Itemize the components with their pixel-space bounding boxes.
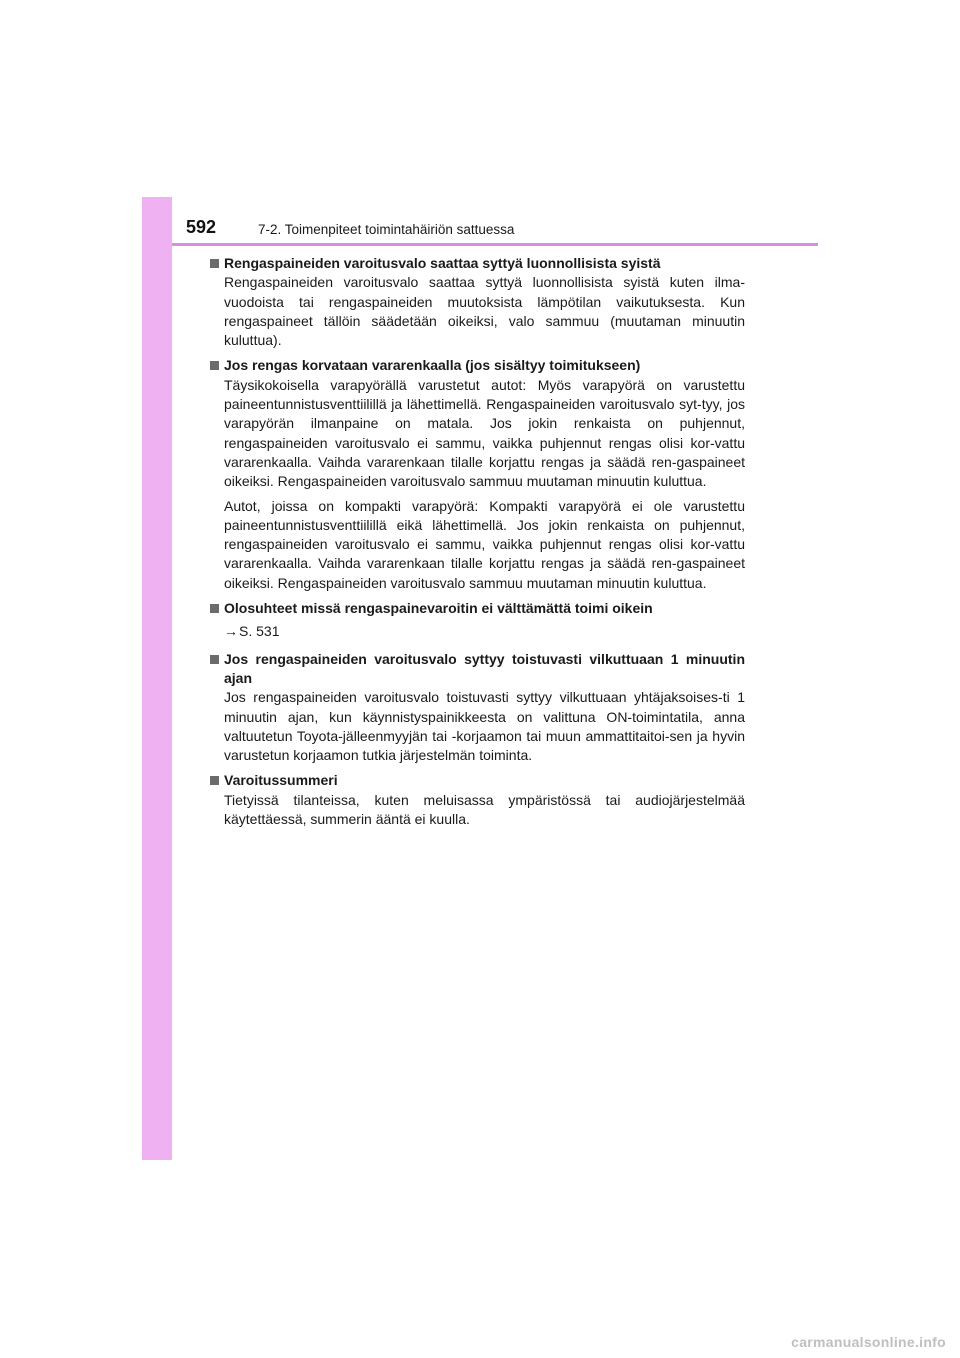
paragraph: Jos rengaspaineiden varoitusvalo toistuvasti syttyy vilkuttuaan yhtäjaksoises-ti 1 minuutin ajan, kun käynnistyspainikkeesta on valittuna ON-toimintatila, anna valtuutetun Toyota-jälleenmyyjän tai -korjaamon tai muun ammattitaitoi-sen ja hyvin varustetun korjaamon tutkia järjestelmän toiminta.	[224, 689, 745, 764]
arrow-right-icon: →	[224, 623, 238, 640]
square-bullet-icon	[210, 361, 219, 370]
header-rule	[172, 243, 818, 246]
square-bullet-icon	[210, 776, 219, 785]
section-heading: Varoitussummeri	[210, 771, 745, 790]
paragraph: Tietyissä tilanteissa, kuten meluisassa ympäristössä tai audiojärjestelmää käytettäessä, summerin ääntä ei kuulla.	[224, 791, 745, 828]
square-bullet-icon	[210, 655, 219, 664]
page-reference	[224, 622, 745, 641]
section-heading: Jos rengaspaineiden varoitusvalo syttyy toistuvasti vilkuttuaan 1 minuutin ajan	[210, 650, 745, 689]
page-content	[210, 254, 745, 835]
section-natural-causes	[210, 254, 745, 350]
page-reference-text: S. 531	[239, 623, 280, 640]
paragraph: Rengaspaineiden varoitusvalo saattaa syttyä luonnollisista syistä kuten ilma-vuodoista tai rengaspaineiden muutoksista lämpötilan vaikutuksesta. Kun rengaspaineet tällöin säädetään oikeiksi, valo sammuu (muutaman minuutin kuluttua).	[224, 274, 745, 349]
chapter-side-band	[142, 197, 172, 1160]
section-heading: Olosuhteet missä rengaspainevaroitin ei välttämättä toimi oikein	[210, 599, 745, 618]
paragraph: Täysikokoisella varapyörällä varustetut autot: Myös varapyörä on varustettu paineentunnistusventtiilillä ja lähettimellä. Rengaspaineiden varoitusvalo syt-tyy, jos varapyörän ilmanpaine on matala. Jos jokin renkaista on puhjennut, rengaspaineiden varoitusvalo ei sammu, vaikka puhjennut rengas olisi kor-vattu vararenkaalla. Vaihda vararenkaan tilalle korjattu rengas ja säädä ren-gaspaineet oikeiksi. Rengaspaineiden varoitusvalo sammuu muutaman minuutin kuluttua.	[224, 376, 745, 490]
paragraph: Autot, joissa on kompakti varapyörä: Kompakti varapyörä ei ole varustettu paineentunnistusventtiilillä eikä lähettimellä. Jos jokin renkaista on puhjennut, rengaspaineiden varoitusvalo ei sammu, vaikka puhjennut rengas olisi kor-vattu vararenkaalla. Vaihda vararenkaan tilalle korjattu rengas ja säädä ren-gaspaineet oikeiksi. Rengaspaineiden varoitusvalo sammuu muutaman minuutin kuluttua.	[224, 497, 745, 591]
section-spare-tire	[210, 356, 745, 593]
chapter-title: 7-2. Toimenpiteet toimintahäiriön sattuessa	[258, 222, 515, 237]
square-bullet-icon	[210, 604, 219, 613]
section-repeated-flashing	[210, 650, 745, 766]
section-heading: Rengaspaineiden varoitusvalo saattaa syttyä luonnollisista syistä	[210, 254, 745, 273]
section-buzzer	[210, 771, 745, 829]
section-conditions	[210, 599, 745, 642]
section-heading: Jos rengas korvataan vararenkaalla (jos sisältyy toimitukseen)	[210, 356, 745, 375]
square-bullet-icon	[210, 259, 219, 268]
watermark: carmanualsonline.info	[791, 1334, 946, 1350]
page-number: 592	[186, 217, 217, 237]
